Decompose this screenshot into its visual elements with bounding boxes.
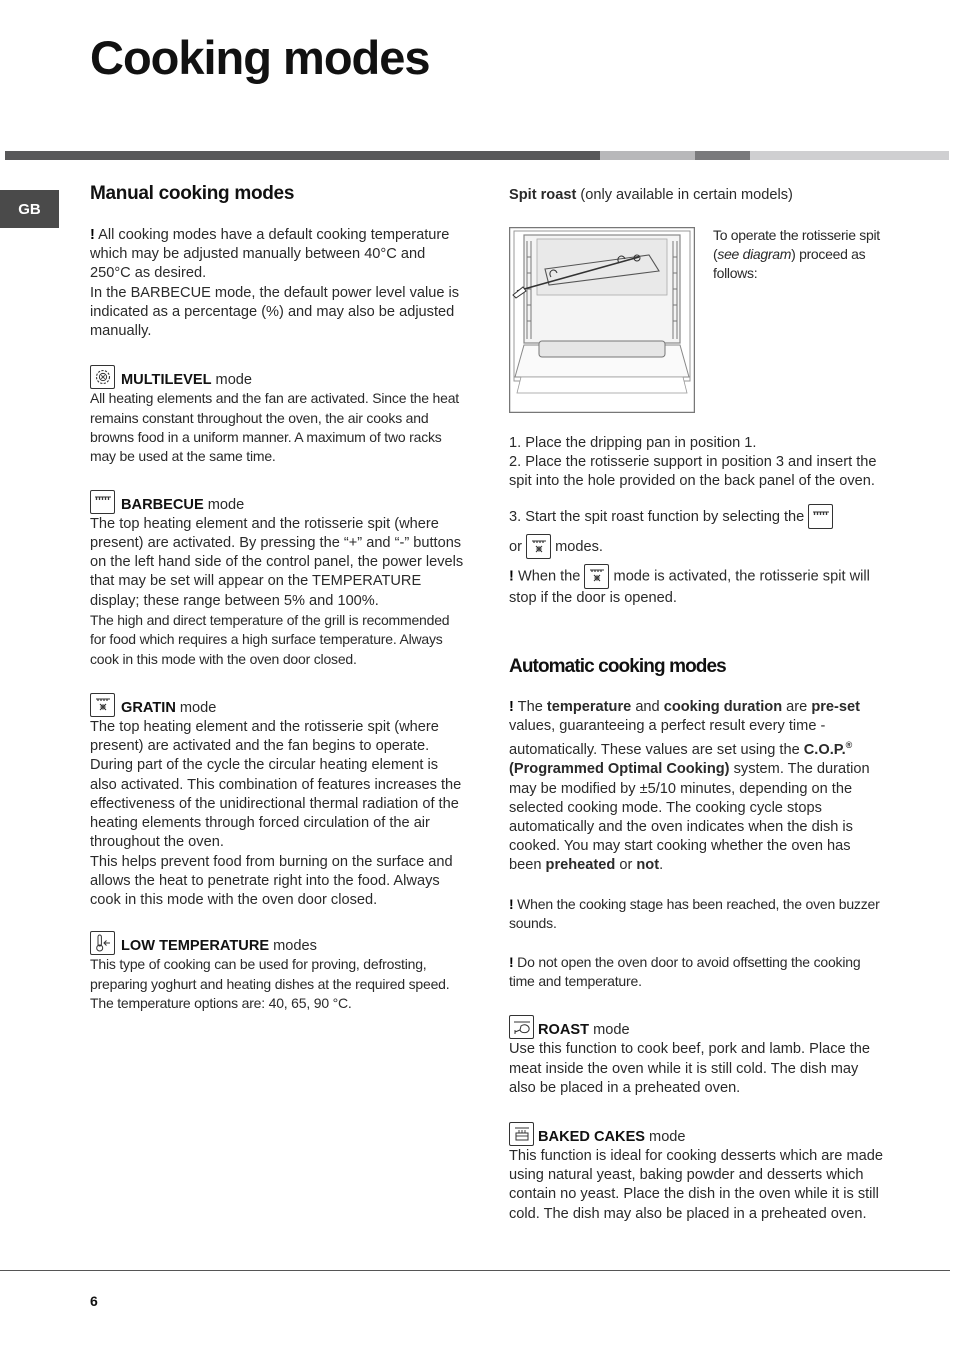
gratin-icon — [90, 693, 115, 717]
warning-mark: ! — [509, 953, 514, 970]
warning-mark: ! — [509, 567, 514, 584]
spit-roast-steps — [509, 434, 884, 608]
roast-icon — [509, 1015, 534, 1039]
baked-cakes-header — [509, 1122, 884, 1146]
gratin-section — [90, 693, 465, 910]
manual-modes-heading: Manual cooking modes — [90, 183, 295, 204]
roast-suffix: mode — [593, 1022, 630, 1039]
gratin-text-a: The top heating element and the rotisserie spit (where present) are activated and the fan begins to operate. During part of the cycle the circular heating element is also activated. This combination of features increases the effectiveness of the unidirectional thermal radiation of the heating elements through forced circulation of the air throughout the oven. — [90, 719, 462, 851]
auto-text-are: are — [786, 699, 808, 715]
barbecue-text-a: The top heating element and the rotisserie spit (where present) are activated. By pressing the “+” and “-” buttons on the left hand side of the control panel, the power levels that may be set will appear on the TEMPERATURE display; these range between 5% and 100%. — [90, 515, 464, 609]
multilevel-section — [90, 365, 465, 467]
header-bar-pale — [750, 151, 949, 160]
page-number: 6 — [90, 1293, 98, 1309]
roast-section — [509, 1015, 884, 1098]
barbecue-name: BARBECUE — [121, 496, 204, 513]
left-column — [90, 183, 465, 1013]
auto-text-not: not — [636, 857, 660, 874]
warning-mark: ! — [509, 699, 514, 715]
auto-text-temperature: temperature — [546, 699, 632, 715]
gratin-text-b: This helps prevent food from burning on the surface and allows the heat to penetrate right into the food. Always cook in this mode with the oven door closed. — [90, 853, 453, 908]
low-temperature-name: LOW TEMPERATURE — [121, 938, 270, 955]
multilevel-text: All heating elements and the fan are activated. Since the heat remains constant throughout the oven, the air cooks and browns food in a uniform manner. A maximum of two racks may be used at the same time. — [90, 390, 459, 465]
barbecue-icon — [90, 490, 115, 514]
door-note — [509, 953, 884, 992]
automatic-intro — [509, 698, 884, 876]
intro-text-1: All cooking modes have a default cooking temperature which may be adjusted manually between 40°C and 250°C as desired. — [90, 227, 450, 282]
diagram-caption — [713, 226, 883, 283]
auto-text-reg: ® — [845, 740, 853, 751]
low-temperature-text: This type of cooking can be used for proving, defrosting, preparing yoghurt and heating dishes at the required speed. The temperature options are: 40, 65, 90 °C. — [90, 956, 450, 1011]
caption-text-b: ) proceed as follows: — [713, 246, 866, 281]
header-bar-dark — [5, 151, 600, 160]
auto-text-or: or — [619, 857, 633, 874]
low-temperature-suffix: modes — [273, 938, 317, 955]
spit-roast-title-block — [509, 186, 884, 205]
oven-rotisserie-diagram — [509, 227, 695, 413]
auto-text-duration: cooking duration — [663, 699, 783, 715]
multilevel-header — [90, 365, 465, 389]
page-title: Cooking modes — [90, 31, 430, 84]
auto-text-preset: pre-set — [811, 699, 860, 715]
gratin-icon — [526, 534, 551, 559]
baked-cakes-suffix: mode — [649, 1128, 686, 1145]
gratin-name: GRATIN — [121, 700, 176, 717]
baked-cakes-text: This function is ideal for cooking desserts which are made using natural yeast, baking powder and desserts which contain no yeast. Place the dish in the oven while it is still cold. The dish may also be placed in a preheated oven. — [509, 1147, 883, 1222]
auto-text-and: and — [635, 699, 660, 715]
automatic-modes-heading: Automatic cooking modes — [509, 656, 726, 677]
spit-warning — [509, 564, 884, 608]
spit-warning-b: mode is activated, the rotisserie spit will stop if the door is opened. — [509, 567, 870, 606]
spit-warning-a: When the — [517, 567, 581, 584]
barbecue-suffix: mode — [207, 496, 245, 513]
barbecue-icon — [808, 504, 833, 529]
header-bar-light — [600, 151, 695, 160]
auto-text-the: The — [517, 699, 543, 715]
gratin-header — [90, 693, 465, 717]
baked-cakes-section — [509, 1122, 884, 1224]
auto-text-rest2: system. The duration may be modified by ±5/10 minutes, depending on the selected cooking mode. The cooking cycle stops automatically and the oven indicates when the dish is cooked. You may start cooking whether the oven has been — [509, 761, 870, 874]
manual-intro — [90, 226, 465, 341]
warning-mark: ! — [90, 227, 95, 243]
buzzer-note — [509, 895, 884, 934]
low-temperature-section — [90, 931, 465, 1013]
multilevel-name: MULTILEVEL — [121, 372, 212, 389]
step-1: 1. Place the dripping pan in position 1. — [509, 435, 757, 451]
roast-name: ROAST — [538, 1022, 590, 1039]
caption-italic: see diagram — [717, 246, 792, 262]
footer-divider — [0, 1270, 950, 1271]
baked-cakes-name: BAKED CAKES — [538, 1128, 646, 1145]
auto-text-rest: values, guaranteeing a perfect result every time - automatically. These values are set using the — [509, 718, 826, 759]
step-3 — [509, 502, 884, 562]
spit-roast-title: Spit roast — [509, 187, 577, 203]
low-temperature-header — [90, 931, 465, 955]
multilevel-suffix: mode — [215, 372, 253, 389]
barbecue-header — [90, 490, 465, 514]
low-temperature-icon — [90, 931, 115, 955]
step-3-text-a: 3. Start the spit roast function by selecting the — [509, 508, 805, 525]
auto-text-end: . — [659, 857, 664, 874]
barbecue-text-b: The high and direct temperature of the grill is recommended for food which requires a high surface temperature. Always cook in this mode with the oven door closed. — [90, 611, 450, 667]
auto-text-cop: C.O.P. — [803, 742, 846, 759]
automatic-modes-block — [509, 656, 884, 1224]
step-3-text-b: modes. — [555, 538, 603, 555]
multilevel-icon — [90, 365, 115, 389]
barbecue-section — [90, 490, 465, 669]
intro-text-2: In the BARBECUE mode, the default power level value is indicated as a percentage (%) and may also be adjusted manually. — [90, 284, 460, 340]
roast-header — [509, 1015, 884, 1039]
language-tab: GB — [0, 190, 59, 228]
gratin-suffix: mode — [179, 700, 217, 717]
auto-text-preheated: preheated — [545, 857, 616, 874]
header-bar-mid — [695, 151, 750, 160]
caption-text-a: To operate the rotisserie spit ( — [713, 227, 880, 262]
step-2: 2. Place the rotisserie support in position 3 and insert the spit into the hole provided on the back panel of the oven. — [509, 454, 877, 490]
door-note-text: Do not open the oven door to avoid offsetting the cooking time and temperature. — [509, 953, 861, 989]
roast-text: Use this function to cook beef, pork and lamb. Place the meat inside the oven while it is still cold. The dish may also be placed in a preheated oven. — [509, 1041, 870, 1096]
warning-mark: ! — [509, 895, 514, 912]
spit-roast-note: (only available in certain models) — [580, 187, 793, 203]
auto-text-programmed: (Programmed Optimal Cooking) — [509, 761, 730, 778]
step-3-or: or — [509, 538, 522, 555]
buzzer-note-text: When the cooking stage has been reached, the oven buzzer sounds. — [509, 895, 880, 932]
baked-cakes-icon — [509, 1122, 534, 1146]
gratin-icon — [584, 564, 609, 589]
